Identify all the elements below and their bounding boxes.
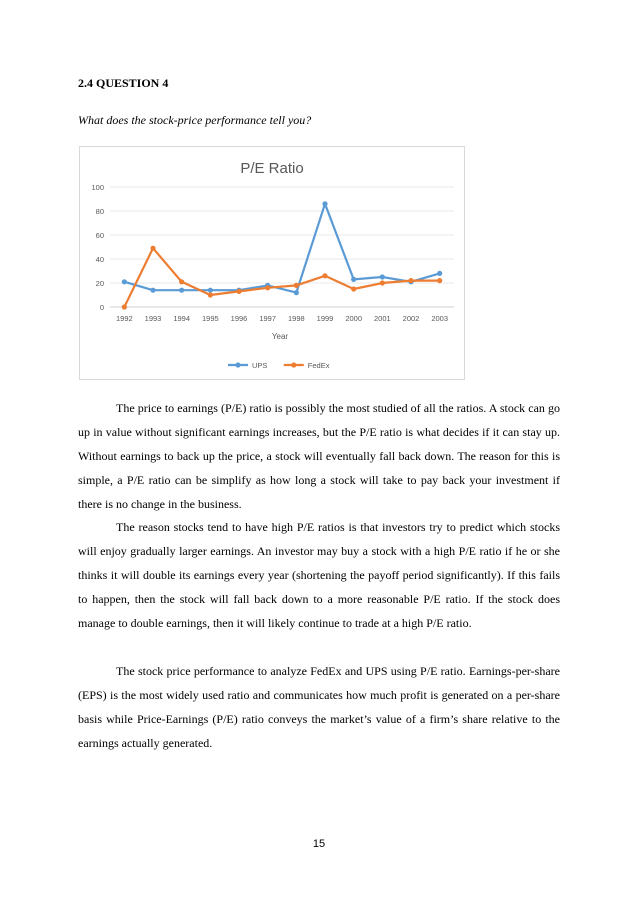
data-point	[408, 278, 413, 283]
data-point	[236, 289, 241, 294]
legend-label: FedEx	[307, 361, 330, 370]
section-heading: 2.4 QUESTION 4	[78, 76, 169, 90]
data-point	[380, 274, 385, 279]
question-text: What does the stock-price performance tell you?	[78, 113, 312, 127]
page-number: 15	[312, 838, 326, 850]
data-point	[150, 246, 155, 251]
x-tick-label: 2002	[402, 314, 420, 323]
data-point	[351, 286, 356, 291]
x-tick-label: 1997	[259, 314, 277, 323]
y-tick-label: 0	[99, 303, 104, 312]
data-point	[150, 288, 155, 293]
data-point	[322, 273, 327, 278]
data-point	[208, 288, 213, 293]
legend-label: UPS	[252, 361, 268, 370]
x-tick-label: 2001	[373, 314, 391, 323]
series-line	[124, 204, 439, 293]
legend-item-ups	[228, 361, 267, 370]
pe-ratio-chart	[79, 146, 465, 380]
y-tick-label: 100	[91, 183, 104, 192]
paragraph-2-text: The reason stocks tend to have high P/E ratios is that investors try to predict which stocks will enjoy gradually larger earnings. An investor may buy a stock with a high P/E ratio if he or she thinks it will double its earnings every year (shortening the payoff period significantly). If this fails to happen, then the stock will fall back down to a more reasonable P/E ratio. If the stock does manage to double earnings, then it will likely continue to trade at a high P/E ratio.	[78, 520, 560, 630]
y-tick-label: 20	[95, 279, 104, 288]
y-axis-ticks	[91, 183, 104, 312]
x-tick-label: 1992	[115, 314, 133, 323]
paragraph-1-text: The price to earnings (P/E) ratio is possibly the most studied of all the ratios. A stock can go up in value without significant earnings increases, but the P/E ratio is what decides if it can stay up. Without earnings to back up the price, a stock will eventually fall back down. The reason for this is simple, a P/E ratio can be simplify as how long a stock will take to pay back your investment if there is no change in the business.	[78, 401, 560, 511]
x-axis-ticks	[116, 314, 448, 323]
legend-item-fedex	[284, 361, 330, 370]
x-tick-label: 1995	[201, 314, 219, 323]
data-point	[322, 201, 327, 206]
chart-series	[122, 201, 443, 309]
x-tick-label: 1999	[316, 314, 334, 323]
y-tick-label: 80	[95, 207, 104, 216]
x-tick-label: 1993	[144, 314, 162, 323]
paragraph-3-text: The stock price performance to analyze FedEx and UPS using P/E ratio. Earnings-per-share (EPS) is the most widely used ratio and communicates how much profit is generated on a per-share basis while Price-Earnings (P/E) ratio conveys the market’s value of a firm’s share relative to the earnings actually generated.	[78, 664, 560, 750]
data-point	[351, 277, 356, 282]
x-tick-label: 1996	[230, 314, 248, 323]
chart-title: P/E Ratio	[240, 160, 304, 177]
data-point	[294, 283, 299, 288]
data-point	[122, 279, 127, 284]
x-tick-label: 1998	[287, 314, 305, 323]
y-tick-label: 40	[95, 255, 104, 264]
data-point	[265, 285, 270, 290]
data-point	[179, 288, 184, 293]
paragraph-1	[78, 396, 560, 516]
data-point	[437, 271, 442, 276]
chart-legend	[228, 361, 330, 370]
legend-marker	[235, 362, 240, 367]
x-tick-label: 2000	[345, 314, 363, 323]
data-point	[380, 280, 385, 285]
data-point	[208, 292, 213, 297]
data-point	[122, 304, 127, 309]
legend-marker	[291, 362, 296, 367]
paragraph-3	[78, 659, 560, 755]
x-axis-label: Year	[271, 332, 289, 341]
chart-canvas	[80, 147, 464, 379]
data-point	[179, 279, 184, 284]
data-point	[294, 290, 299, 295]
x-tick-label: 1994	[173, 314, 191, 323]
paragraph-2	[78, 515, 560, 635]
series-fedex	[122, 246, 443, 310]
y-tick-label: 60	[95, 231, 104, 240]
data-point	[437, 278, 442, 283]
x-tick-label: 2003	[431, 314, 449, 323]
